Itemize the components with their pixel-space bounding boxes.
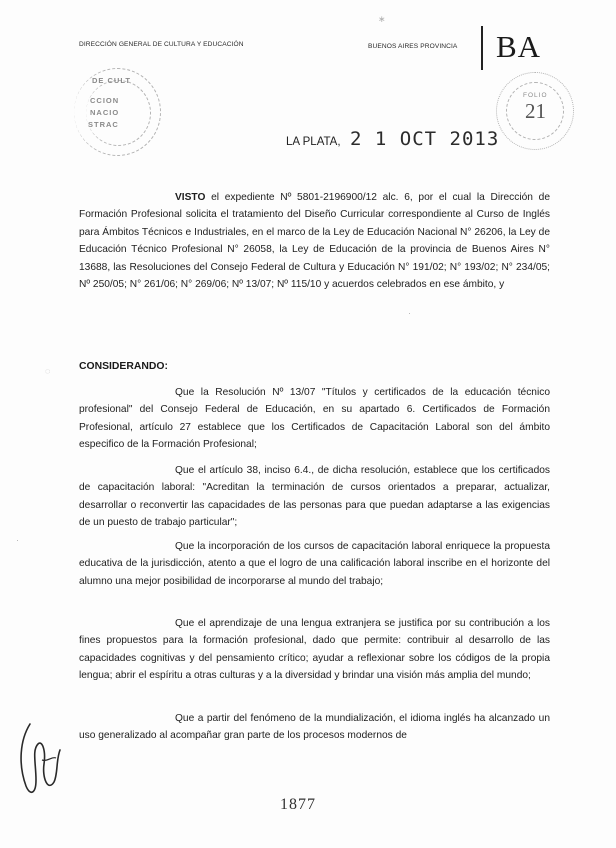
visto-text: el expediente Nº 5801-2196900/12 alc. 6, por el cual la Dirección de Formación Profesional solicita el tratamiento del Diseño Curricular correspondiente al Curso de Inglés para Ámbitos Técnicos e Industriales, en el marco de la Ley de Educación Nacional N° 26206, la Ley de Educación Técnico Profesional N° 26058, la Ley de Educación de la provincia de Buenos Aires N° 13688, las Resoluciones del Consejo Federal de Cultura y Educación N° 191/02; N° 193/02; N° 234/05; Nº 250/05; N° 261/06; N° 269/06; Nº 13/07; Nº 115/10 y acuerdos celebrados en ese ámbito, y — [79, 192, 550, 291]
considerando-paragraph: Que la incorporación de los cursos de capacitación laboral enriquece la propuesta educativa de la jurisdicción, atento a que el logro de una calificación laboral inscribe en el horizonte del alumno una mejor posibilidad de incorporarse al mundo del trabajo; — [79, 541, 550, 587]
handwritten-signature — [12, 720, 72, 800]
considerando-paragraph: Que a partir del fenómeno de la mundialización, el idioma inglés ha alcanzado un uso generalizado al acompañar gran parte de los procesos modernos de — [79, 713, 550, 742]
considerando-paragraph: Que la Resolución Nº 13/07 "Títulos y certificados de la educación técnico profesional" del Consejo Federal de Educación, en su apartado 6. Certificados de Formación Profesional, artículo 27 establece que los Certificados de Capacitación Laboral son del ámbito especifico de la Formación Profesional; — [79, 387, 550, 451]
document-page: DIRECCIÓN GENERAL DE CULTURA Y EDUCACIÓN BUENOS AIRES PROVINCIA BA DE CULT CCION NACIO STRAC FOLIO 21 LA PLATA, 2 1 OCT 2013 VISTO el expediente Nº 5801-2196900/12 alc. 6, por el cual la Dirección de Formación Profesional solicita el tratamiento del Diseño Curricular correspondiente al Curso de Inglés para Ámbitos Técnicos e Industriales, en el marco de la Ley de Educación Nacional N° 26206, la Ley de Educación Técnico Profesional N° 26058, la Ley de Educación de la provincia de Buenos Aires N° 13688, las Resoluciones del Consejo Federal de Cultura y Educación N° 191/02; N° 193/02; N° 234/05; Nº 250/05; N° 261/06; N° 269/06; Nº 13/07; Nº 115/10 y acuerdos celebrados en ese ámbito, y CONSIDERANDO: Que la Resolución Nº 13/07 "Títulos y certificados de la educación técnico profesional" del Consejo Federal de Educación, en su apartado 6. Certificados de Formación Profesional, artículo 27 establece que los Certificados de Capacitación Laboral son del ámbito especifico de la Formación Profesional; Que el artículo 38, inciso 6.4., de dicha resolución, establece que los certificados de capacitación laboral: "Acreditan la terminación de cursos orientados a preparar, actualizar, desarrollar o reconvertir las capacidades de las personas para que puedan adaptarse a las exigencias de un puesto de trabajo particular"; Que la incorporación de los cursos de capacitación laboral enriquece la propuesta educativa de la jurisdicción, atento a que el logro de una calificación laboral inscribe en el horizonte del alumno una mejor posibilidad de incorporarse al mundo del trabajo; Que el aprendizaje de una lengua extranjera se justifica por su contribución a los fines propuestos para la formación profesional, dado que permite: contribuir al desarrollo de las capacidades cognitivas y del pensamiento crítico; ayudar a reflexionar sobre los códigos de la propia lengua; abrir el espíritu a otras culturas y a la diversidad y brindar una visión más amplia del mundo; Que a partir del fenómeno de la mundialización, el idioma inglés ha alcanzado un uso generalizado al acompañar gran parte de los procesos modernos de ∗ ◌ · · 1877 — [0, 0, 616, 848]
place-label: LA PLATA, — [286, 136, 341, 148]
left-stamp-text: NACIO — [90, 108, 120, 117]
header-divider — [481, 26, 483, 70]
considerando-paragraph: Que el artículo 38, inciso 6.4., de dicha resolución, establece que los certificados de capacitación laboral: "Acreditan la terminación de cursos orientados a preparar, actualizar, desarrollar o reconvertir las capacidades de las personas para que puedan adaptarse a las exigencias de un puesto de trabajo particular"; — [79, 465, 550, 529]
considerando-heading: CONSIDERANDO: — [79, 361, 168, 372]
visto-lead: VISTO — [175, 192, 206, 203]
folio-label: FOLIO — [523, 92, 548, 99]
header-province: BUENOS AIRES PROVINCIA — [368, 43, 458, 50]
left-stamp-text: DE CULT — [92, 76, 131, 85]
considerando-paragraph: Que el aprendizaje de una lengua extranjera se justifica por su contribución a los fines propuestos para la formación profesional, dado que permite: contribuir al desarrollo de las capacidades cognitivas y del pensamiento crítico; ayudar a reflexionar sobre los códigos de la propia lengua; abrir el espíritu a otras culturas y a la diversidad y brindar una visión más amplia del mundo; — [79, 618, 550, 682]
ba-logo: BA — [496, 29, 542, 64]
folio-number: 21 — [525, 99, 546, 123]
header-organization: DIRECCIÓN GENERAL DE CULTURA Y EDUCACIÓN — [79, 41, 244, 48]
date-stamp: 2 1 OCT 2013 — [350, 128, 500, 150]
left-stamp-text: STRAC — [88, 120, 119, 129]
visto-paragraph — [79, 189, 550, 293]
page-number: 1877 — [280, 796, 316, 813]
left-stamp-text: CCION — [90, 96, 120, 105]
